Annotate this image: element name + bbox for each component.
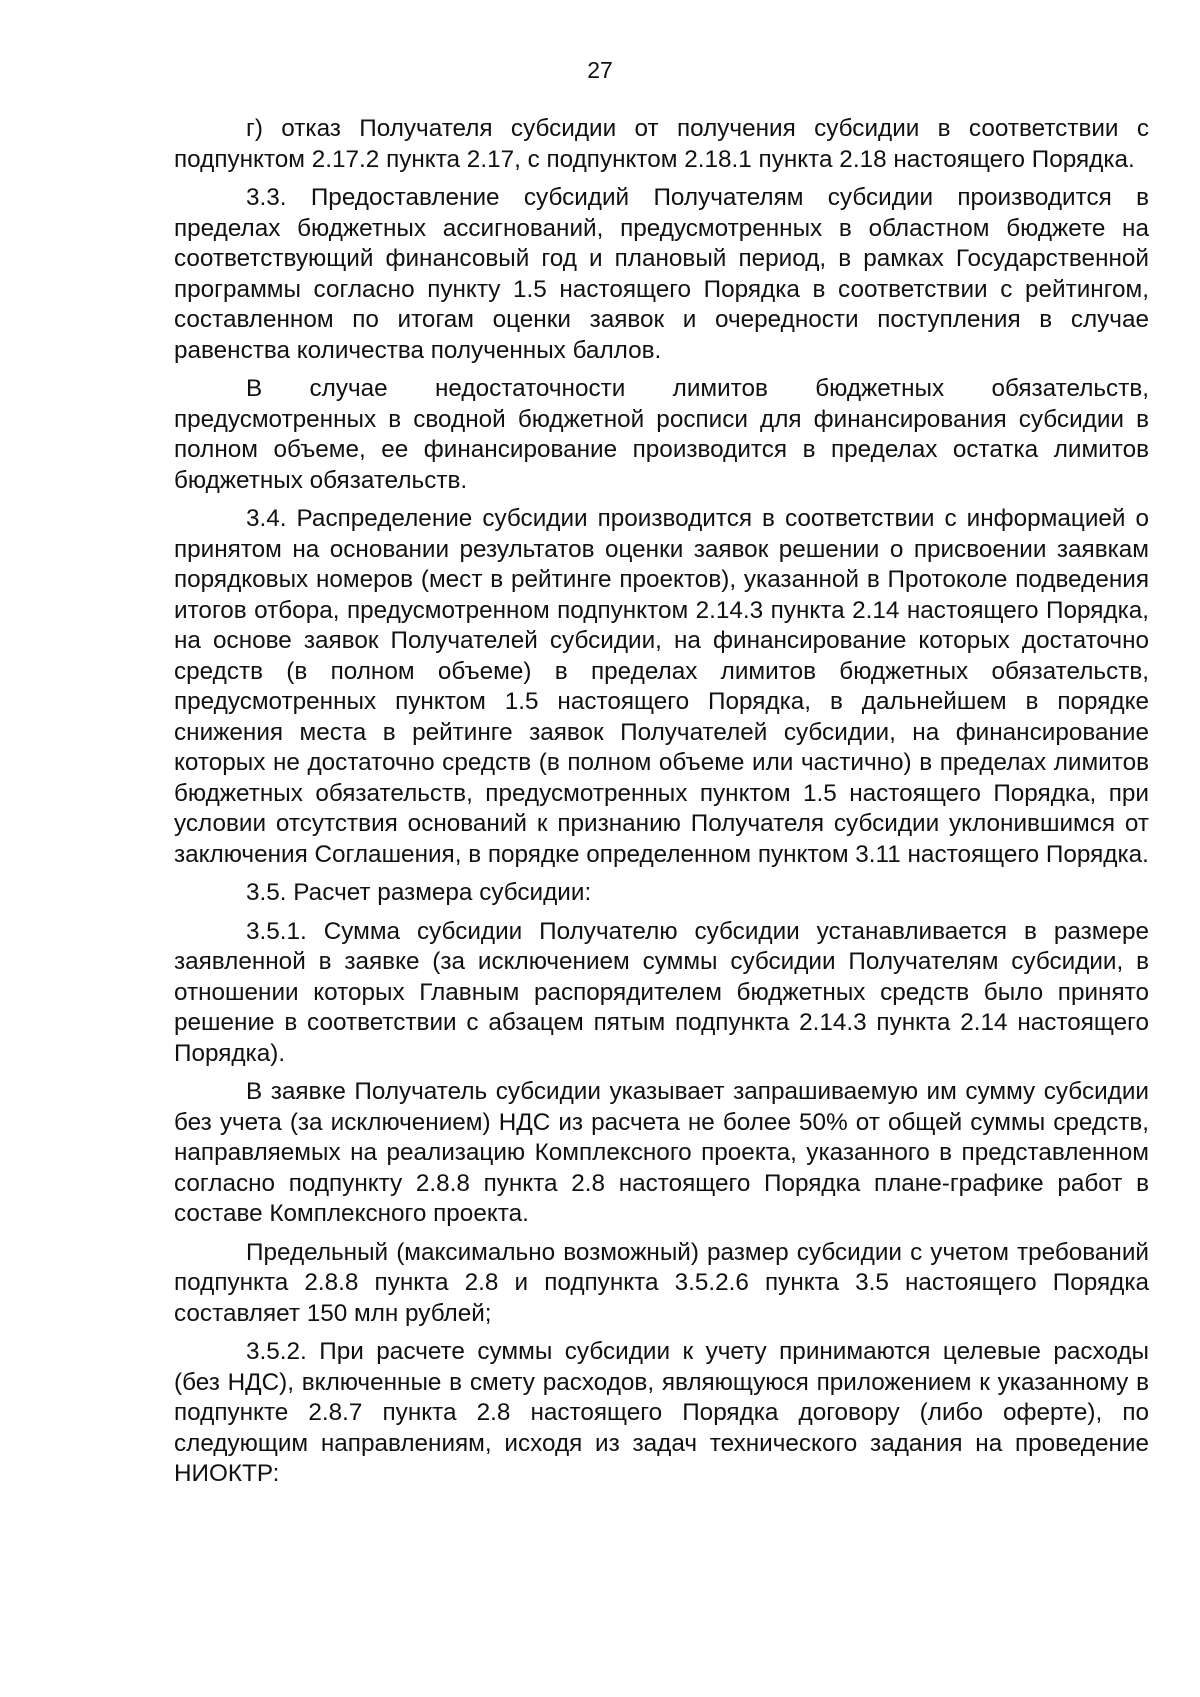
paragraph-3-5-1: 3.5.1. Сумма субсидии Получателю субсидии устанавливается в размере заявленной в заявке (за исключением суммы субсидии Получателям субсидии, в отношении которых Главным распорядителем бюджетных средств было принято решение в соответствии с абзацем пятым подпункта 2.14.3 пункта 2.14 настоящего Порядка). [174, 917, 1149, 1067]
page-number: 27 [587, 57, 613, 83]
paragraph-3-5: 3.5. Расчет размера субсидии: [246, 879, 592, 906]
paragraph-3-3: 3.3. Предоставление субсидий Получателям субсидии производится в пределах бюджетных ассигнований, предусмотренных в областном бюджете на соответствующий финансовый год и плановый период, в рамках Государственной программы согласно пункту 1.5 настоящего Порядка в соответствии с рейтингом, составленном по итогам оценки заявок и очередности поступления в случае равенства количества полученных баллов. [174, 184, 1149, 364]
paragraph-max-subsidy: Предельный (максимально возможный) размер субсидии с учетом требований подпункта 2.8.8 пункта 2.8 и подпункта 3.5.2.6 пункта 3.5 настоящего Порядка составляет 150 млн рублей; [174, 1238, 1149, 1327]
paragraph-application-amount: В заявке Получатель субсидии указывает запрашиваемую им сумму субсидии без учета (за исключением) НДС из расчета не более 50% от общей суммы средств, направляемых на реализацию Комплексного проекта, указанного в представленном согласно подпункту 2.8.8 пункта 2.8 настоящего Порядка плане-графике работ в составе Комплексного проекта. [174, 1078, 1149, 1227]
paragraph-3-4: 3.4. Распределение субсидии производится в соответствии с информацией о принятом на основании результатов оценки заявок решении о присвоении заявкам порядковых номеров (мест в рейтинге проектов), указанной в Протоколе подведения итогов отбора, предусмотренном подпунктом 2.14.3 пункта 2.14 настоящего Порядка, на основе заявок Получателей субсидии, на финансирование которых достаточно средств (в полном объеме) в пределах лимитов бюджетных обязательств, предусмотренных пунктом 1.5 настоящего Порядка, в дальнейшем в порядке снижения места в рейтинге заявок Получателей субсидии, на финансирование которых не достаточно средств (в полном объеме или частично) в пределах лимитов бюджетных обязательств, предусмотренных пунктом 1.5 настоящего Порядка, при условии отсутствия оснований к признанию Получателя субсидии уклонившимся от заключения Соглашения, в порядке определенном пунктом 3.11 настоящего Порядка. [174, 505, 1149, 868]
paragraph-insufficient-limits: В случае недостаточности лимитов бюджетных обязательств, предусмотренных в сводной бюджетной росписи для финансирования субсидии в полном объеме, ее финансирование производится в пределах остатка лимитов бюджетных обязательств. [174, 375, 1149, 494]
paragraph-3-5-2: 3.5.2. При расчете суммы субсидии к учету принимаются целевые расходы (без НДС), включенные в смету расходов, являющуюся приложением к указанному в подпункте 2.8.7 пункта 2.8 настоящего Порядка договору (либо оферте), по следующим направлениям, исходя из задач технического задания на проведение НИОКТР: [174, 1338, 1149, 1487]
document-body [174, 114, 1149, 1498]
paragraph-refusal-clause: г) отказ Получателя субсидии от получения субсидии в соответствии с подпунктом 2.17.2 пункта 2.17, с подпунктом 2.18.1 пункта 2.18 настоящего Порядка. [174, 115, 1149, 173]
